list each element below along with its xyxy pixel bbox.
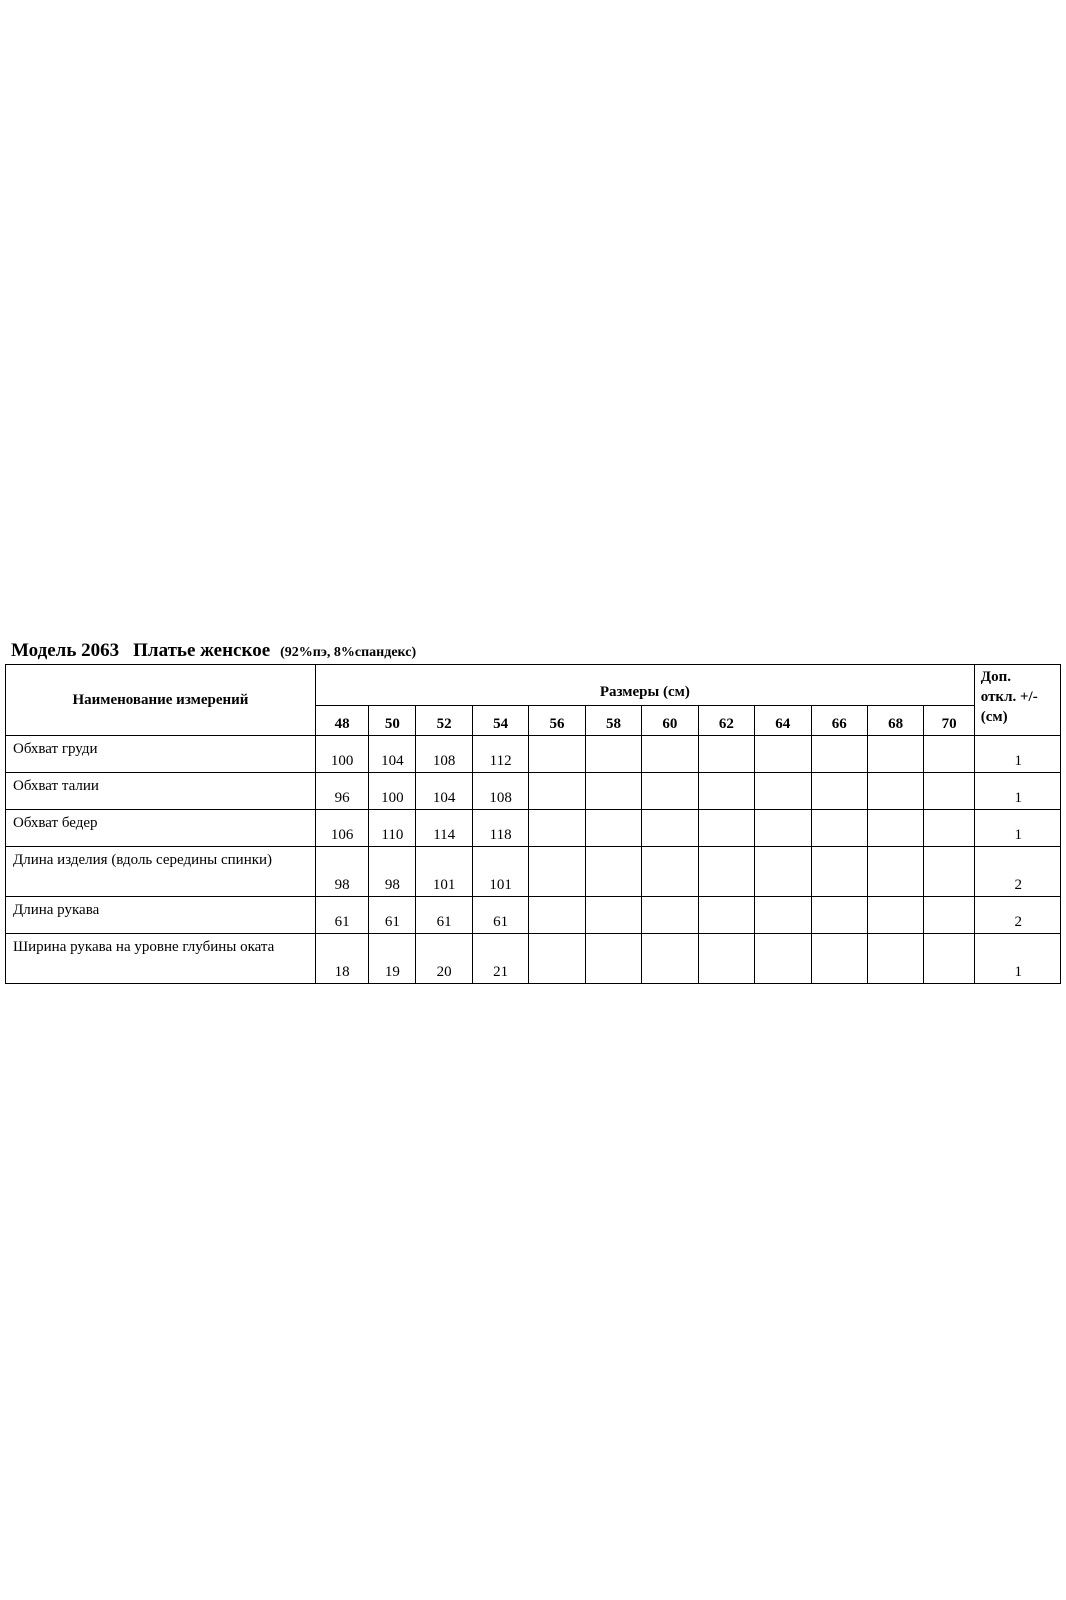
measurement-value: 98 <box>315 847 368 897</box>
measurement-value <box>867 773 923 810</box>
measurement-value <box>867 897 923 934</box>
measurement-name: Длина изделия (вдоль середины спинки) <box>6 847 316 897</box>
measurement-value: 110 <box>369 810 416 847</box>
measurement-value <box>698 934 754 984</box>
size-column-header: 70 <box>924 706 974 736</box>
measurement-value <box>529 934 585 984</box>
measurement-value <box>585 773 641 810</box>
measurement-value: 21 <box>472 934 528 984</box>
measurement-value: 100 <box>315 736 368 773</box>
measurement-value <box>642 847 698 897</box>
measurement-value <box>755 736 811 773</box>
measurement-value <box>529 736 585 773</box>
measurement-value: 20 <box>416 934 472 984</box>
measurement-value: 112 <box>472 736 528 773</box>
measurement-value: 98 <box>369 847 416 897</box>
measurement-value <box>698 810 754 847</box>
model-number: Модель 2063 <box>11 640 120 661</box>
size-column-header: 52 <box>416 706 472 736</box>
measurement-value <box>642 934 698 984</box>
measurement-value <box>585 810 641 847</box>
sizes-header: Размеры (см) <box>315 665 974 706</box>
measurement-value <box>698 773 754 810</box>
measurement-value <box>811 934 867 984</box>
size-column-header: 60 <box>642 706 698 736</box>
measurement-value <box>867 847 923 897</box>
measurement-value: 19 <box>369 934 416 984</box>
measurement-value <box>924 810 974 847</box>
measurement-value <box>811 810 867 847</box>
measurement-value <box>529 847 585 897</box>
measurement-value: 101 <box>472 847 528 897</box>
measurement-value <box>698 897 754 934</box>
table-row <box>6 736 1061 773</box>
measurement-value: 118 <box>472 810 528 847</box>
table-row <box>6 810 1061 847</box>
measurement-value: 114 <box>416 810 472 847</box>
tolerance-value: 1 <box>974 934 1060 984</box>
size-table <box>5 664 1061 984</box>
size-column-header: 62 <box>698 706 754 736</box>
measurement-value: 61 <box>369 897 416 934</box>
measurement-value <box>867 736 923 773</box>
measurement-value: 18 <box>315 934 368 984</box>
measurement-value: 104 <box>416 773 472 810</box>
measurement-name: Ширина рукава на уровне глубины оката <box>6 934 316 984</box>
product-name: Платье женское <box>133 640 271 661</box>
measurement-value: 108 <box>472 773 528 810</box>
measurement-value <box>585 897 641 934</box>
fabric-composition: (92%пэ, 8%спандекс) <box>280 645 417 660</box>
document-title <box>5 638 1061 664</box>
measurement-value <box>698 736 754 773</box>
measurement-value: 61 <box>416 897 472 934</box>
measurement-value <box>585 736 641 773</box>
measurement-value <box>642 810 698 847</box>
size-column-header: 48 <box>315 706 368 736</box>
size-column-header: 68 <box>867 706 923 736</box>
table-row <box>6 847 1061 897</box>
measurement-name-header: Наименование измерений <box>6 665 316 736</box>
measurement-value <box>529 897 585 934</box>
tolerance-value: 1 <box>974 773 1060 810</box>
tolerance-value: 2 <box>974 847 1060 897</box>
tolerance-header <box>974 665 1060 736</box>
measurement-value: 104 <box>369 736 416 773</box>
measurement-value: 61 <box>315 897 368 934</box>
measurement-value <box>811 847 867 897</box>
table-row <box>6 934 1061 984</box>
tolerance-header-line: откл. +/- <box>980 689 1038 705</box>
measurement-value <box>924 934 974 984</box>
size-column-header: 58 <box>585 706 641 736</box>
measurement-value <box>585 847 641 897</box>
measurement-value <box>811 773 867 810</box>
measurement-value <box>924 736 974 773</box>
size-column-header: 56 <box>529 706 585 736</box>
measurement-name: Длина рукава <box>6 897 316 934</box>
measurement-value <box>698 847 754 897</box>
measurement-name: Обхват груди <box>6 736 316 773</box>
size-column-header: 64 <box>755 706 811 736</box>
measurement-value <box>811 897 867 934</box>
measurement-value: 61 <box>472 897 528 934</box>
measurement-value <box>642 773 698 810</box>
size-column-header: 50 <box>369 706 416 736</box>
measurement-value <box>755 810 811 847</box>
measurement-name: Обхват талии <box>6 773 316 810</box>
measurement-value <box>867 810 923 847</box>
measurement-name: Обхват бедер <box>6 810 316 847</box>
measurement-value <box>811 736 867 773</box>
measurement-value <box>867 934 923 984</box>
measurement-value <box>924 897 974 934</box>
size-column-header: 66 <box>811 706 867 736</box>
table-row <box>6 773 1061 810</box>
measurement-value <box>755 897 811 934</box>
measurement-value: 106 <box>315 810 368 847</box>
table-row <box>6 897 1061 934</box>
measurement-value <box>642 897 698 934</box>
measurement-value: 101 <box>416 847 472 897</box>
tolerance-value: 2 <box>974 897 1060 934</box>
measurement-value: 108 <box>416 736 472 773</box>
tolerance-value: 1 <box>974 810 1060 847</box>
measurement-value <box>755 773 811 810</box>
measurement-value <box>642 736 698 773</box>
size-column-header: 54 <box>472 706 528 736</box>
measurement-value <box>529 773 585 810</box>
measurement-value <box>585 934 641 984</box>
measurement-value <box>924 773 974 810</box>
tolerance-header-line: Доп. <box>980 669 1011 685</box>
measurement-value <box>755 847 811 897</box>
measurement-value: 100 <box>369 773 416 810</box>
tolerance-value: 1 <box>974 736 1060 773</box>
measurement-value <box>924 847 974 897</box>
measurement-value: 96 <box>315 773 368 810</box>
tolerance-header-line: (см) <box>980 709 1008 725</box>
measurement-value <box>529 810 585 847</box>
measurement-value <box>755 934 811 984</box>
size-chart-document <box>5 638 1061 984</box>
